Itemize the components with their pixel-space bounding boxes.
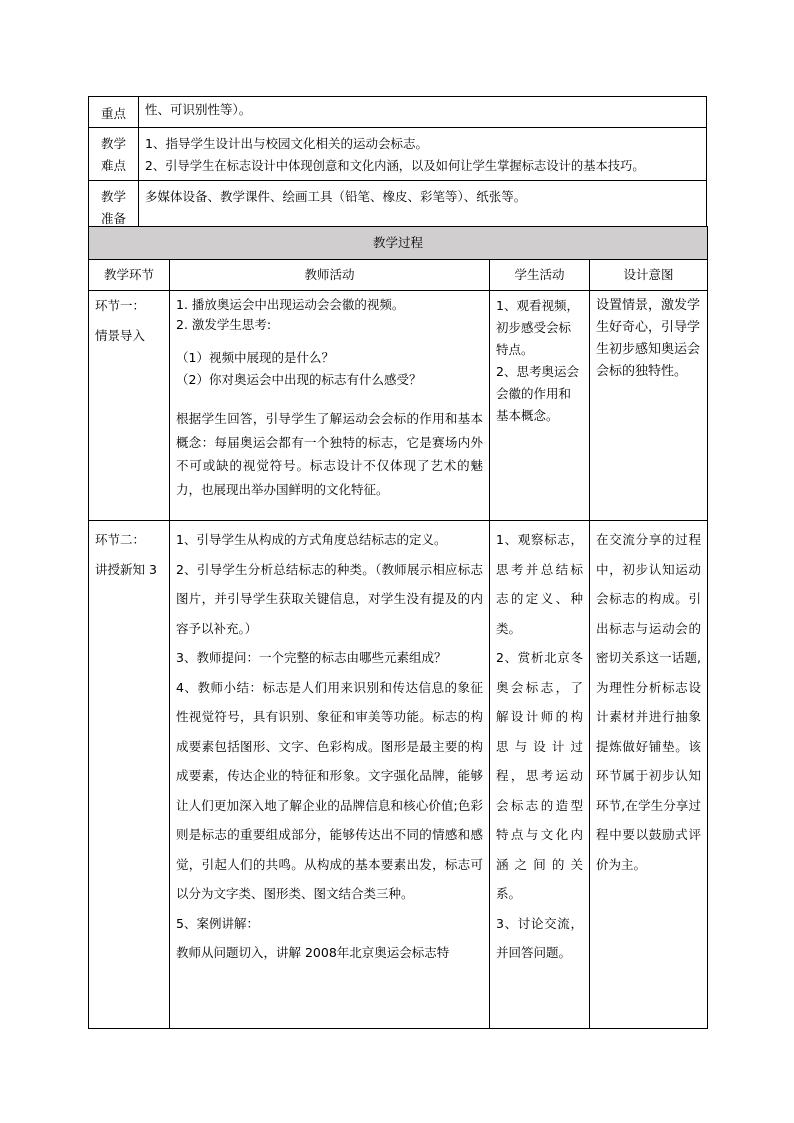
header-cell: 教师活动: [170, 260, 490, 291]
header-cell: 设计意图: [590, 260, 708, 291]
design-intent: 设置情景，激发学生好奇心，引导学生初步感知奥运会会标的独特性。: [596, 298, 701, 379]
row-label-text: 难点: [100, 158, 126, 173]
row-label: [89, 128, 139, 181]
student-activity-cell: [490, 521, 590, 1029]
top-table: [88, 96, 707, 233]
content-line: 多媒体设备、教学课件、绘画工具（铅笔、橡皮、彩笔等）、纸张等。: [145, 189, 527, 204]
teacher-step: 4、教师小结：标志是人们用来识别和传达信息的象征性视觉符号，具有识别、象征和审美等功能。标志的构成要素包括图形、文字、色彩构成。图形是最主要的构成要素，传达企业的特征和形象。文字强化品牌，能够让人们更加深入地了解企业的品牌信息和核心价值;色彩则是标志的重要组成部分，能够传达出不同的情感和感觉，引起人们的共鸣。从构成的基本要素出发，标志可以分为文字类、图形类、图文结合类三种。: [176, 679, 483, 901]
student-activity: 2、赏析北京冬奥会标志，了解设计师的构思与设计过程，思考运动会标志的造型特点与文化内涵之间的关系。: [496, 650, 583, 901]
teacher-summary: 根据学生回答，引导学生了解运动会会标的作用和基本概念：每届奥运会都有一个独特的标志，它是赛场内外不可或缺的视觉符号。标志设计不仅体现了艺术的魅力，也展现出举办国鲜明的文化特征。: [176, 411, 483, 497]
table-title-row: [89, 227, 708, 260]
teacher-step: 3、教师提问：一个完整的标志由哪些元素组成？: [176, 650, 447, 665]
teacher-step: 1、引导学生从构成的方式角度总结标志的定义。: [176, 532, 447, 547]
stage-name: 环节一：: [95, 298, 146, 313]
row-label-text: 准备: [100, 211, 126, 226]
stage-name: 讲授新知 3: [95, 561, 157, 577]
teacher-list-item: 1. 播放奥运会中出现运动会会徽的视频。: [176, 297, 405, 312]
process-table: [88, 226, 708, 1029]
teacher-question: （2）你对奥运会中出现的标志有什么感受？: [176, 372, 422, 387]
teacher-step: 2、引导学生分析总结标志的种类。（教师展示相应标志图片，并引导学生获取关键信息，对学生没有提及的内容予以补充。）: [176, 561, 483, 636]
row-label-text: 重点: [100, 106, 126, 121]
design-intent: 在交流分享的过程中，初步认知运动会标志的构成。引出标志与运动会的密切关系这一话题,为理性分析标志设计素材并进行抽象提炼做好铺垫。该环节属于初步认知环节,在学生分享过程中要以鼓励式评价为主。: [596, 532, 702, 872]
student-activity: 1、观看视频，初步感受会标特点。: [496, 298, 579, 357]
table-row: [89, 291, 708, 521]
row-content: [139, 128, 707, 181]
table-header-row: [89, 260, 708, 291]
row-label-text: 教学: [100, 189, 126, 204]
stage-name-cell: [89, 521, 170, 1029]
stage-name: 环节二：: [95, 532, 146, 547]
header-cell: 学生活动: [490, 260, 590, 291]
teacher-activity-cell: [170, 521, 490, 1029]
student-activity-cell: [490, 291, 590, 521]
student-activity: 2、思考奥运会会徽的作用和基本概念。: [496, 364, 579, 423]
stage-name: 情景导入: [95, 328, 146, 343]
teacher-step: 教师从问题切入，讲解 2008年北京奥运会标志特: [176, 945, 450, 960]
process-title: 教学过程: [89, 227, 708, 260]
table-row: [89, 521, 708, 1029]
header-cell: 教学环节: [89, 260, 170, 291]
student-activity: 1、观察标志，思考并总结标志的定义、种类。: [496, 532, 583, 636]
table-row: [89, 181, 707, 233]
design-intent-cell: [590, 291, 708, 521]
table-row: [89, 128, 707, 181]
teacher-question: （1）视频中展现的是什么？: [176, 350, 334, 365]
teacher-activity-cell: [170, 291, 490, 521]
row-label-text: 教学: [100, 136, 126, 151]
row-label: [89, 181, 139, 233]
teacher-step: 5、案例讲解：: [176, 915, 259, 931]
row-content: [139, 181, 707, 233]
student-activity: 3、讨论交流，并回答问题。: [496, 915, 583, 960]
content-line: 性、可识别性等）。: [145, 102, 252, 117]
design-intent-cell: [590, 521, 708, 1029]
row-label: [89, 97, 139, 128]
content-line: 1、指导学生设计出与校园文化相关的运动会标志。: [145, 136, 428, 151]
content-line: 2、引导学生在标志设计中体现创意和文化内涵，以及如何让学生掌握标志设计的基本技巧。: [145, 159, 645, 173]
row-content: [139, 97, 707, 128]
table-row: [89, 97, 707, 128]
stage-name-cell: [89, 291, 170, 521]
teacher-list-item: 2. 激发学生思考:: [176, 317, 272, 332]
